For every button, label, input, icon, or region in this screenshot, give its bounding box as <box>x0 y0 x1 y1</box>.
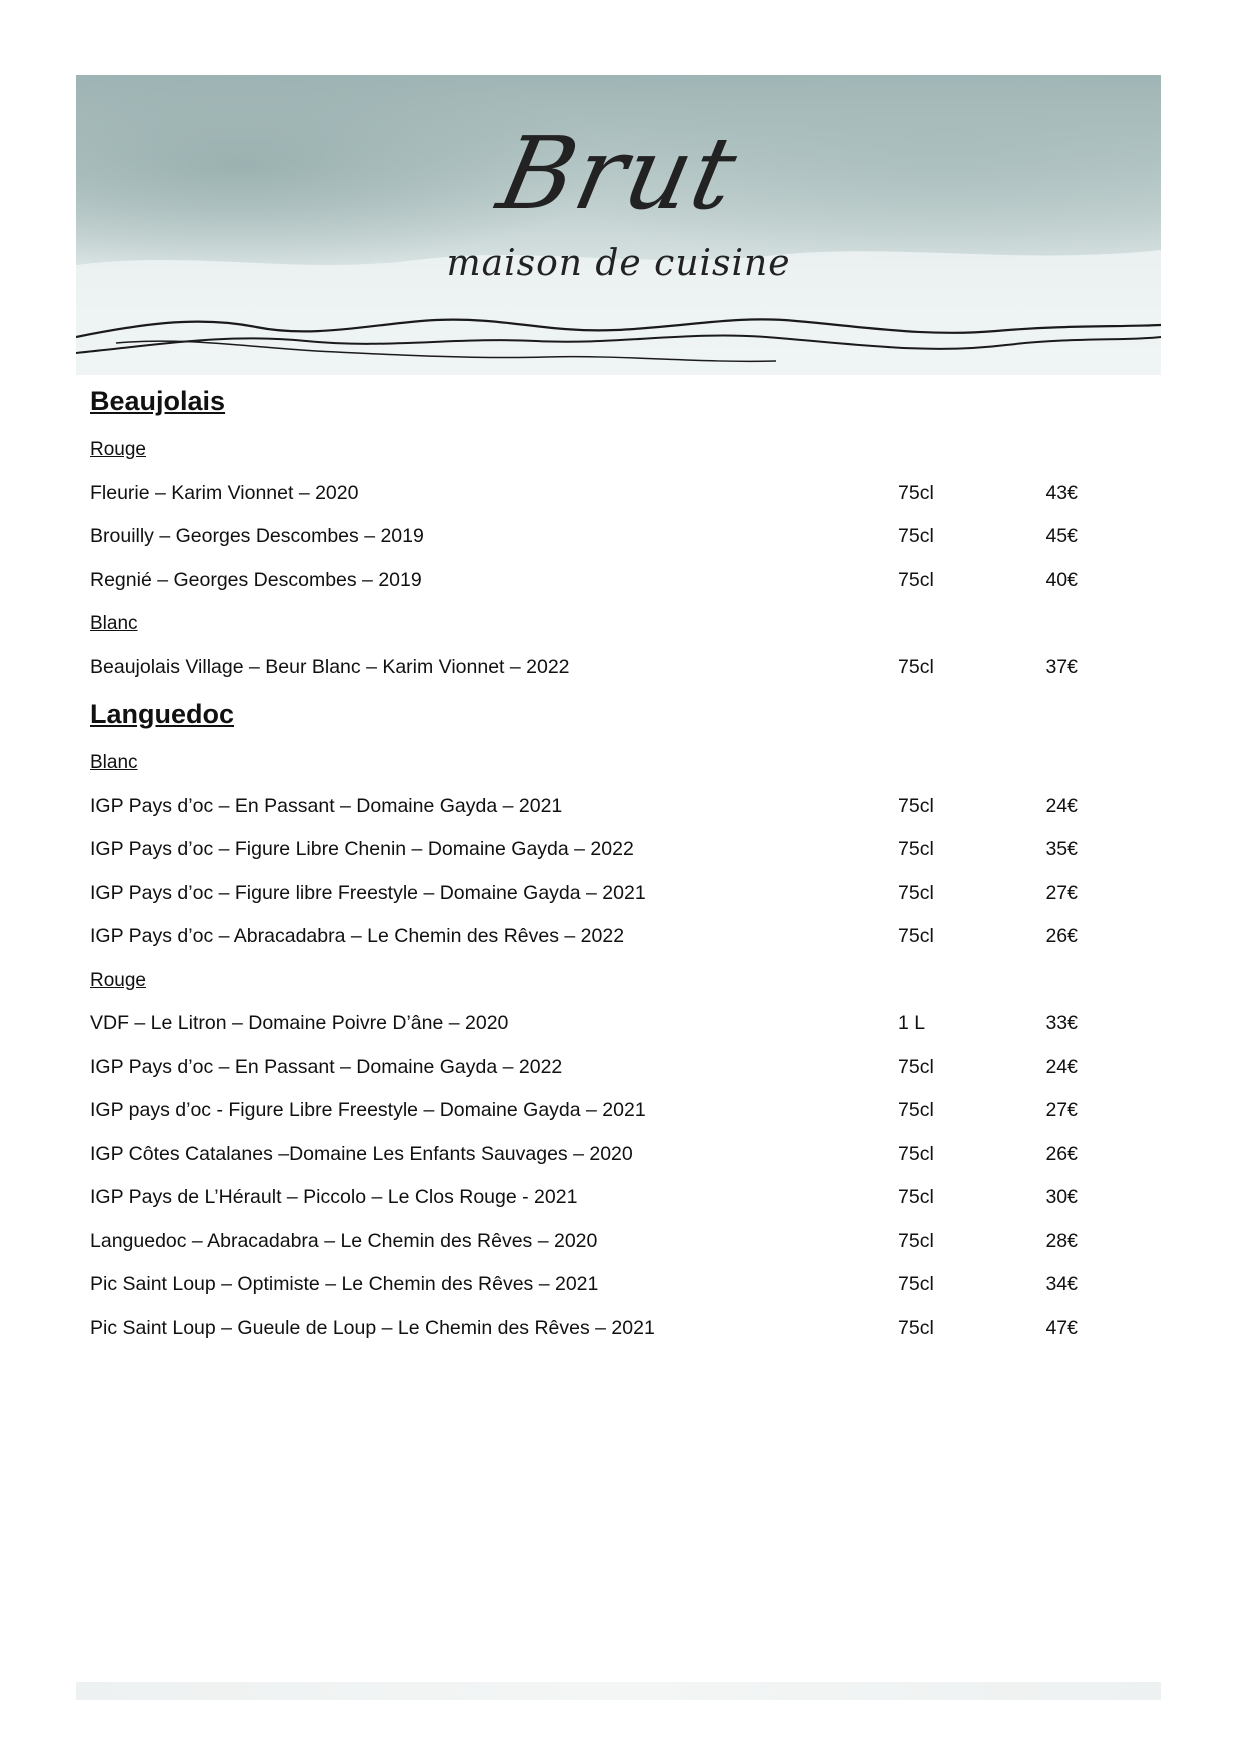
wine-name: Languedoc – Abracadabra – Le Chemin des Rêves – 2020 <box>90 1229 598 1252</box>
wine-price: 28€ <box>1045 1229 1078 1252</box>
wine-row <box>90 915 1090 959</box>
wine-price: 30€ <box>1045 1186 1078 1208</box>
wine-row <box>90 1133 1090 1177</box>
wine-row <box>90 828 1090 872</box>
wine-name: Brouilly – Georges Descombes – 2019 <box>90 525 424 547</box>
wine-price: 26€ <box>1045 925 1078 947</box>
wine-name: IGP Pays d’oc – Figure libre Freestyle – Domaine Gayda – 2021 <box>90 881 646 904</box>
wine-volume: 75cl <box>898 655 934 678</box>
region-title-languedoc: Languedoc <box>90 699 235 729</box>
wine-price: 35€ <box>1045 838 1078 860</box>
group-label: Rouge <box>90 439 146 460</box>
wine-row <box>90 1046 1090 1090</box>
wine-name: IGP Pays d’oc – Figure Libre Chenin – Domaine Gayda – 2022 <box>90 838 634 860</box>
group-label: Blanc <box>90 752 138 773</box>
wine-volume: 75cl <box>898 1316 934 1339</box>
wine-name: IGP Pays d’oc – Abracadabra – Le Chemin des Rêves – 2022 <box>90 925 625 947</box>
wine-volume: 75cl <box>898 1055 934 1078</box>
wine-name: IGP pays d’oc - Figure Libre Freestyle – Domaine Gayda – 2021 <box>90 1099 646 1121</box>
wine-row <box>90 785 1090 829</box>
wine-row <box>90 1220 1090 1264</box>
wine-price: 27€ <box>1045 1099 1078 1121</box>
wine-name: Beaujolais Village – Beur Blanc – Karim Vionnet – 2022 <box>90 655 570 678</box>
wine-volume: 75cl <box>898 881 934 904</box>
wine-name: VDF – Le Litron – Domaine Poivre D’âne – 2020 <box>90 1012 509 1034</box>
wine-row <box>90 872 1090 916</box>
wine-price: 24€ <box>1045 1055 1078 1078</box>
wine-price: 47€ <box>1045 1316 1078 1339</box>
wine-price: 45€ <box>1045 525 1078 547</box>
wine-name: Pic Saint Loup – Optimiste – Le Chemin des Rêves – 2021 <box>90 1273 599 1295</box>
header-banner <box>76 75 1161 375</box>
wine-volume: 75cl <box>898 1099 934 1121</box>
wine-name: Fleurie – Karim Vionnet – 2020 <box>90 481 359 504</box>
wine-name: IGP Côtes Catalanes –Domaine Les Enfants Sauvages – 2020 <box>90 1142 633 1165</box>
wine-volume: 75cl <box>898 1273 934 1295</box>
wine-volume: 75cl <box>898 794 934 817</box>
wine-row <box>90 515 1090 559</box>
wine-price: 37€ <box>1045 655 1078 678</box>
wine-row <box>90 559 1090 603</box>
wine-volume: 75cl <box>898 1142 934 1165</box>
wine-price: 34€ <box>1045 1273 1078 1295</box>
wine-name: Pic Saint Loup – Gueule de Loup – Le Chemin des Rêves – 2021 <box>90 1316 655 1339</box>
wine-name: IGP Pays d’oc – En Passant – Domaine Gayda – 2022 <box>90 1055 563 1078</box>
group-label: Rouge <box>90 969 146 991</box>
wine-price: 43€ <box>1045 481 1078 504</box>
wine-row <box>90 1263 1090 1307</box>
brand-logo: Brut <box>489 115 748 232</box>
wine-row <box>90 1002 1090 1046</box>
wine-volume: 75cl <box>898 1229 934 1252</box>
wine-name: IGP Pays d’oc – En Passant – Domaine Gayda – 2021 <box>90 794 563 817</box>
wine-volume: 75cl <box>898 525 934 547</box>
brand-tagline: maison de cuisine <box>446 243 791 284</box>
wine-name: IGP Pays de L’Hérault – Piccolo – Le Clos Rouge - 2021 <box>90 1186 578 1208</box>
wine-price: 40€ <box>1045 568 1078 591</box>
wine-price: 24€ <box>1045 794 1078 817</box>
wine-list <box>90 380 1090 1350</box>
wine-row <box>90 472 1090 516</box>
wine-row <box>90 646 1090 690</box>
wine-name: Regnié – Georges Descombes – 2019 <box>90 568 422 591</box>
wine-volume: 1 L <box>898 1012 926 1034</box>
wine-volume: 75cl <box>898 1186 934 1208</box>
group-label: Blanc <box>90 613 138 634</box>
wine-price: 27€ <box>1045 881 1078 904</box>
region-title-beaujolais: Beaujolais <box>90 386 226 416</box>
wine-volume: 75cl <box>898 925 934 947</box>
footer-strip <box>76 1682 1161 1700</box>
wine-volume: 75cl <box>898 568 934 591</box>
wine-volume: 75cl <box>898 838 934 860</box>
wine-row <box>90 1307 1090 1351</box>
wine-row <box>90 1176 1090 1220</box>
wine-price: 26€ <box>1045 1142 1078 1165</box>
wine-price: 33€ <box>1045 1012 1078 1034</box>
wine-volume: 75cl <box>898 481 934 504</box>
wine-row <box>90 1089 1090 1133</box>
